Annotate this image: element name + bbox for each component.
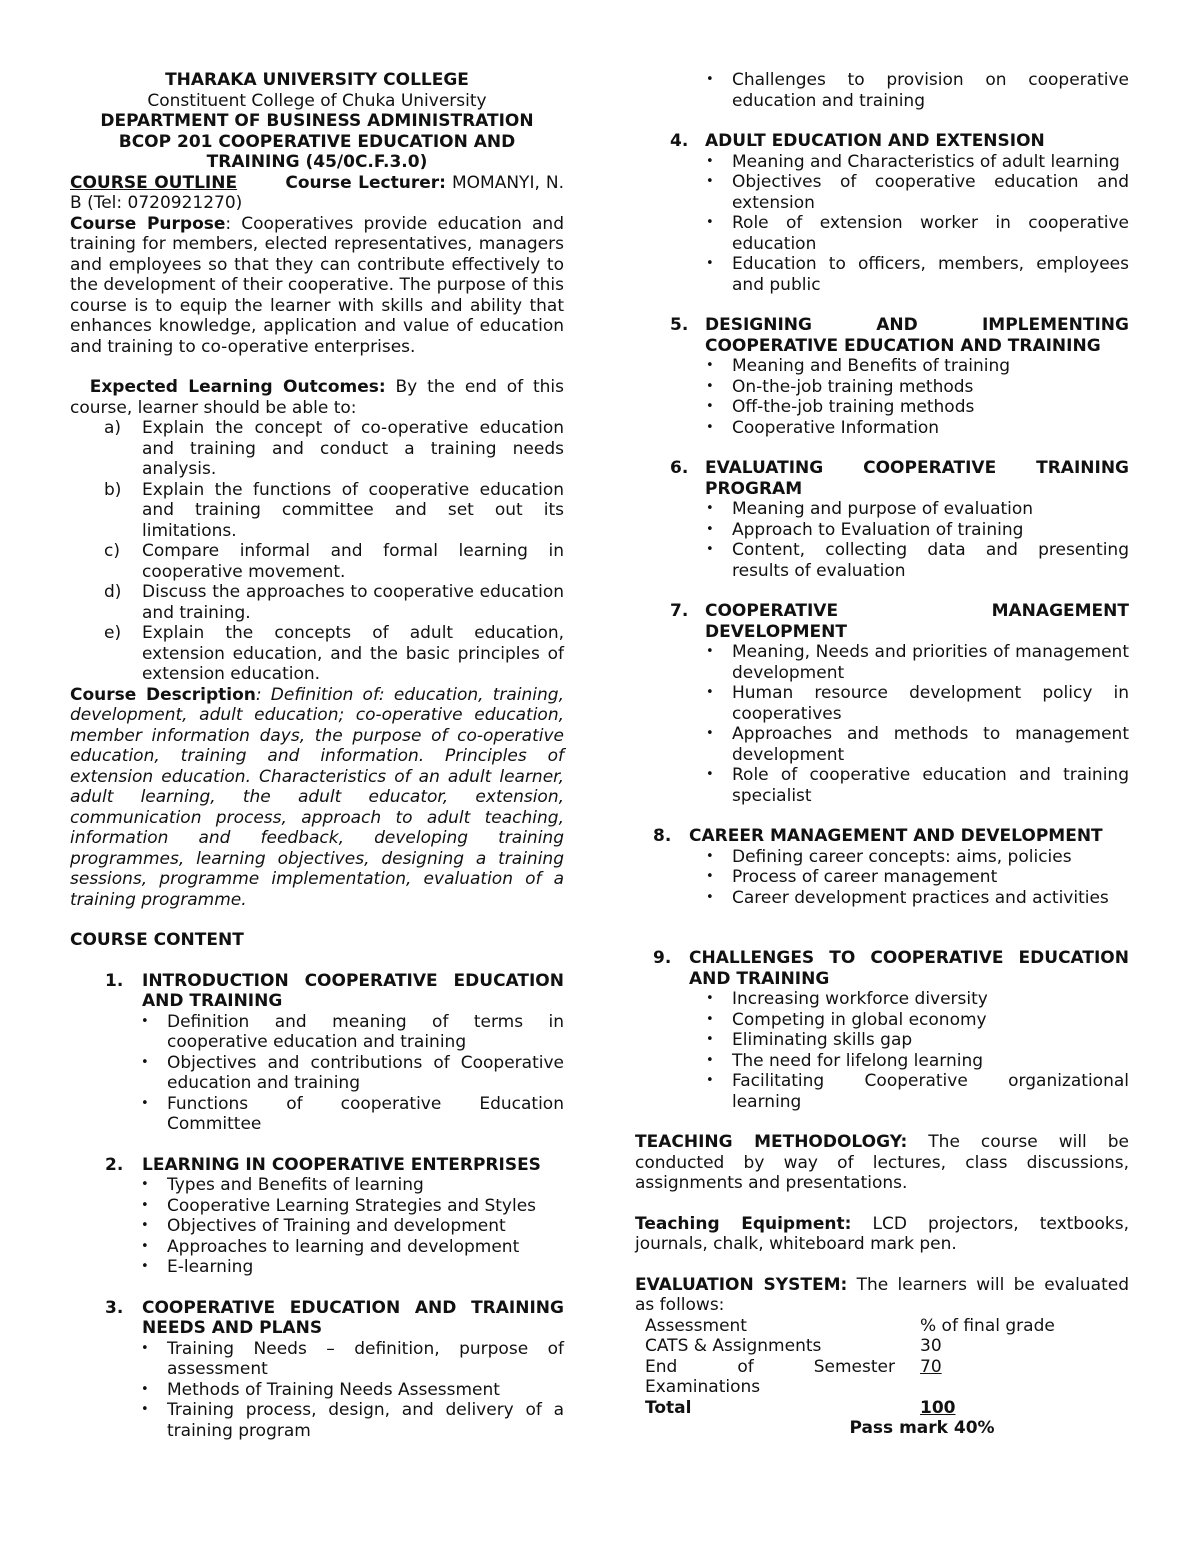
list-item: • Content, collecting data and presenting results of evaluation (635, 540, 1129, 581)
list-item: • Off-the-job training methods (635, 397, 1129, 418)
percent-header: % of final grade (920, 1315, 1055, 1336)
expected-outcomes-intro: By the end of this course, learner should be able to: (70, 377, 564, 418)
expected-outcomes-label: Expected Learning Outcomes: (89, 377, 386, 397)
section-title: 7. COOPERATIVE MANAGEMENT DEVELOPMENT (670, 601, 1129, 642)
list-item: • On-the-job training methods (635, 377, 1129, 398)
course-description-label: Course Description (70, 684, 256, 705)
list-item: • Competing in global economy (635, 1010, 1129, 1031)
list-item: • Methods of Training Needs Assessment (70, 1380, 564, 1401)
teaching-methodology-label: TEACHING METHODOLOGY: (635, 1132, 908, 1152)
table-row (645, 1398, 1075, 1419)
lecturer-name-part1: MOMANYI, N. (452, 172, 565, 193)
list-item: • Role of cooperative education and training specialist (635, 765, 1129, 806)
list-item: • Objectives of Training and development (70, 1216, 564, 1237)
section-title: 9. CHALLENGES TO COOPERATIVE EDUCATION AND TRAINING (653, 948, 1129, 989)
list-item: c) Compare informal and formal learning in cooperative movement. (104, 541, 564, 582)
section-title: 5. DESIGNING AND IMPLEMENTING COOPERATIVE EDUCATION AND TRAINING (670, 315, 1129, 356)
section-title: 4. ADULT EDUCATION AND EXTENSION (670, 131, 1045, 151)
evaluation-table (645, 1316, 1075, 1419)
section-items (70, 1012, 564, 1135)
list-item: • Human resource development policy in cooperatives (635, 683, 1129, 724)
list-item: • Increasing workforce diversity (635, 989, 1129, 1010)
list-item: • Approaches to learning and development (70, 1237, 564, 1258)
list-item: • Eliminating skills gap (635, 1030, 1129, 1051)
section-items (70, 1175, 564, 1278)
expected-outcomes (70, 377, 564, 418)
list-item: • Training process, design, and delivery of a training program (70, 1400, 564, 1441)
list-item: • Defining career concepts: aims, policies (635, 847, 1129, 868)
teaching-equipment-text: LCD projectors, textbooks, journals, chalk, whiteboard mark pen. (635, 1213, 1129, 1254)
section-title: 1. INTRODUCTION COOPERATIVE EDUCATION AND TRAINING (105, 970, 564, 1011)
table-row (645, 1357, 1075, 1398)
teaching-methodology (635, 1132, 1129, 1194)
section-title: 6. EVALUATING COOPERATIVE TRAINING PROGRAM (670, 458, 1129, 499)
course-outline-line (70, 173, 564, 214)
list-item: • Approach to Evaluation of training (635, 520, 1129, 541)
percent-cell: 70 (920, 1356, 942, 1377)
list-item: • E-learning (70, 1257, 564, 1278)
section-3-continued (635, 70, 1129, 111)
outcomes-list (70, 418, 564, 685)
teaching-equipment-label: Teaching Equipment: (635, 1213, 852, 1234)
lecturer-label: Course Lecturer: (285, 172, 446, 193)
section-1 (70, 971, 564, 1135)
right-column (635, 70, 1129, 1439)
section-title: 8. CAREER MANAGEMENT AND DEVELOPMENT (653, 826, 1103, 846)
section-2 (70, 1155, 564, 1278)
list-item: • Objectives and contributions of Cooperative education and training (70, 1053, 564, 1094)
section-items (635, 989, 1129, 1112)
evaluation-system-label: EVALUATION SYSTEM: (635, 1274, 848, 1295)
total-label: Total (645, 1397, 692, 1418)
list-item: • Training Needs – definition, purpose of assessment (70, 1339, 564, 1380)
list-item: b) Explain the functions of cooperative education and training committee and set out its limitations. (104, 479, 564, 541)
lecturer-name-part2: B (Tel: 0720921270) (70, 193, 243, 213)
list-item: • Meaning and Characteristics of adult learning (635, 152, 1129, 173)
department-name: DEPARTMENT OF BUSINESS ADMINISTRATION (100, 111, 534, 131)
course-purpose (70, 214, 564, 358)
section-9 (635, 948, 1129, 1112)
list-item: • Education to officers, members, employees and public (635, 254, 1129, 295)
section-7 (635, 601, 1129, 806)
list-item: • The need for lifelong learning (635, 1051, 1129, 1072)
section-items (70, 1339, 564, 1442)
list-item: • Types and Benefits of learning (70, 1175, 564, 1196)
course-description-text: : Definition of: education, training, development, adult education; co-operative education, member information days, the purpose of co-operative education, training and information. Principles of extension education. Characteristics of an adult learner, adult learning, the adult educator, extension, communication process, approach to adult teaching, information and feedback, developing training programmes, learning objectives, designing a training sessions, programme implementation, evaluation of a training programme. (70, 684, 564, 910)
assessment-header: Assessment (645, 1315, 747, 1336)
section-8 (635, 826, 1129, 908)
list-item: • Career development practices and activities (635, 888, 1129, 909)
evaluation-system-text: The learners will be evaluated as follows: (635, 1274, 1129, 1315)
list-item: • Meaning and purpose of evaluation (635, 499, 1129, 520)
section-6 (635, 458, 1129, 581)
list-item: • Cooperative Learning Strategies and Styles (70, 1196, 564, 1217)
list-item: • Objectives of cooperative education and extension (635, 172, 1129, 213)
section-items (635, 847, 1129, 909)
course-outline-label: COURSE OUTLINE (70, 172, 238, 193)
course-title-line2: TRAINING (45/0C.F.3.0) (206, 152, 428, 172)
pass-mark: Pass mark 40% (849, 1418, 995, 1438)
list-item: a) Explain the concept of co-operative education and training and conduct a training needs analysis. (104, 418, 564, 479)
percent-cell: 30 (920, 1336, 942, 1356)
section-items (635, 356, 1129, 438)
course-purpose-label: Course Purpose (70, 213, 226, 234)
section-3 (70, 1298, 564, 1442)
list-item: • Approaches and methods to management development (635, 724, 1129, 765)
institution-name: THARAKA UNIVERSITY COLLEGE (165, 70, 469, 90)
course-purpose-text: : Cooperatives provide education and training for members, elected representatives, managers and employees so that they can contribute effectively to the development of their cooperative. The purpose of this course is to equip the learner with skills and ability that enhances knowledge, application and value of education and training to co-operative enterprises. (70, 213, 564, 357)
section-items (635, 642, 1129, 806)
list-item: • Meaning, Needs and priorities of management development (635, 642, 1129, 683)
list-item: • Meaning and Benefits of training (635, 356, 1129, 377)
list-item: • Role of extension worker in cooperative education (635, 213, 1129, 254)
institution-subtitle: Constituent College of Chuka University (147, 90, 487, 111)
section-title: 2. LEARNING IN COOPERATIVE ENTERPRISES (105, 1154, 541, 1175)
total-value: 100 (920, 1397, 956, 1418)
section-4 (635, 131, 1129, 295)
list-item: e) Explain the concepts of adult education, extension education, and the basic principles of extension education. (104, 623, 564, 684)
section-title: 3. COOPERATIVE EDUCATION AND TRAINING NEEDS AND PLANS (105, 1297, 564, 1338)
table-row (645, 1336, 1075, 1357)
list-item: • Process of career management (635, 867, 1129, 888)
list-item: • Functions of cooperative Education Committee (70, 1094, 564, 1135)
list-item: • Definition and meaning of terms in cooperative education and training (70, 1012, 564, 1053)
course-title-line1: BCOP 201 COOPERATIVE EDUCATION AND (118, 131, 516, 152)
section-items (635, 152, 1129, 296)
section-5 (635, 315, 1129, 438)
course-content-heading: COURSE CONTENT (70, 930, 244, 950)
list-item: • Cooperative Information (635, 418, 1129, 439)
table-row (645, 1316, 1075, 1337)
list-item: d) Discuss the approaches to cooperative education and training. (104, 582, 564, 623)
left-column (70, 70, 564, 1441)
assessment-cell: End of Semester Examinations (645, 1356, 895, 1397)
section-items (635, 499, 1129, 581)
list-item: • Challenges to provision on cooperative education and training (635, 70, 1129, 111)
evaluation-system (635, 1275, 1129, 1316)
assessment-cell: CATS & Assignments (645, 1336, 822, 1356)
teaching-methodology-text: The course will be conducted by way of lectures, class discussions, assignments and presentations. (635, 1132, 1129, 1193)
list-item: • Facilitating Cooperative organizational learning (635, 1071, 1129, 1112)
course-description (70, 685, 564, 911)
teaching-equipment (635, 1214, 1129, 1255)
